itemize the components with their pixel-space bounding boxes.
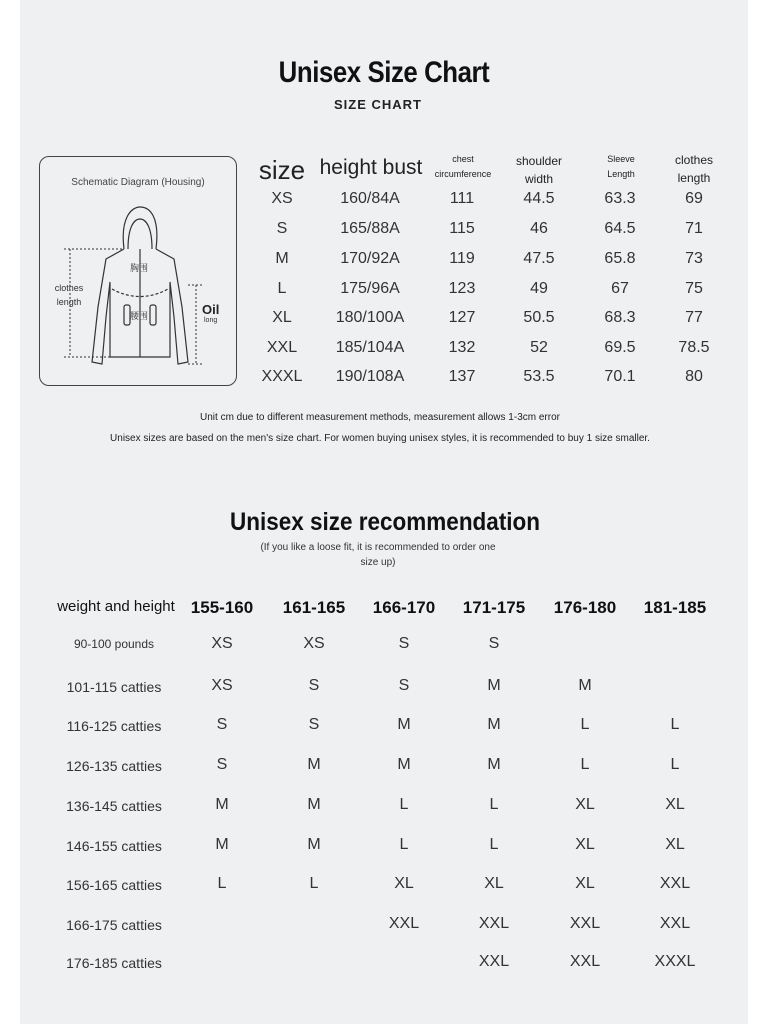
clothes-length-label: clothes length [54, 283, 84, 307]
recommended-size-cell: L [309, 875, 319, 892]
size-cell-height_bust: 190/108A [335, 368, 405, 385]
recommended-size-cell: M [307, 796, 321, 813]
size-cell-length: 77 [685, 309, 703, 326]
recommended-size-cell: XXL [569, 915, 601, 932]
recommended-size-cell: S [488, 635, 500, 652]
recommended-size-cell: L [670, 756, 680, 773]
size-cell-length: 78.5 [678, 339, 710, 356]
recommended-size-cell: XXL [569, 953, 601, 970]
recommended-size-cell: S [308, 677, 320, 694]
size-cell-height_bust: 170/92A [340, 250, 400, 267]
height-header: 176-180 [553, 598, 617, 617]
size-cell-size: XL [272, 309, 292, 326]
recommended-size-cell: M [578, 677, 592, 694]
recommended-size-cell: XL [575, 836, 595, 853]
corner-header: weight and height [57, 598, 175, 615]
waist-label: 腰围 [130, 311, 149, 321]
recommended-size-cell: XXL [478, 915, 510, 932]
long-label: long [204, 317, 218, 324]
height-header: 171-175 [462, 598, 526, 617]
recommended-size-cell: M [397, 756, 411, 773]
size-cell-shoulder: 53.5 [523, 368, 555, 385]
recommended-size-cell: M [487, 677, 501, 694]
size-cell-shoulder: 46 [530, 220, 548, 237]
recommended-size-cell: XXL [388, 915, 420, 932]
recommended-size-cell: L [489, 796, 499, 813]
size-cell-height_bust: 165/88A [340, 220, 400, 237]
page-title: Unisex Size Chart [278, 56, 490, 89]
size-cell-sleeve: 64.5 [604, 220, 636, 237]
size-cell-shoulder: 52 [530, 339, 548, 356]
recommended-size-cell: M [487, 756, 501, 773]
weight-label: 176-185 catties [66, 955, 162, 971]
header-chest: chest circumference [434, 154, 492, 179]
size-cell-length: 69 [685, 190, 703, 207]
weight-label: 166-175 catties [66, 917, 162, 933]
recommended-size-cell: L [670, 716, 680, 733]
size-cell-sleeve: 63.3 [604, 190, 636, 207]
oil-label: Oil [202, 302, 220, 317]
recommended-size-cell: L [580, 756, 590, 773]
weight-label: 126-135 catties [66, 758, 162, 774]
unit-note: Unit cm due to different measurement methods, measurement allows 1-3cm error [200, 412, 560, 423]
size-cell-size: XS [271, 190, 293, 207]
header-length: clothes length [674, 153, 714, 185]
size-cell-chest: 123 [448, 280, 476, 297]
recommended-size-cell: L [399, 836, 409, 853]
recommended-size-cell: XXL [478, 953, 510, 970]
weight-label: 101-115 catties [66, 679, 162, 695]
unisex-note: Unisex sizes are based on the men's size chart. For women buying unisex styles, it is recommended to buy 1 size smaller. [110, 433, 650, 444]
size-cell-length: 75 [685, 280, 703, 297]
weight-label: 116-125 catties [66, 718, 162, 734]
size-cell-chest: 137 [448, 368, 476, 385]
header-size: size [258, 155, 306, 185]
recommended-size-cell: M [397, 716, 411, 733]
height-header: 155-160 [190, 598, 254, 617]
size-cell-chest: 115 [449, 220, 475, 237]
page-subtitle: SIZE CHART [334, 97, 422, 112]
size-cell-shoulder: 44.5 [523, 190, 555, 207]
recommended-size-cell: S [216, 716, 228, 733]
recommendation-title: Unisex size recommendation [229, 508, 541, 536]
recommended-size-cell: XS [211, 635, 233, 652]
size-cell-length: 80 [685, 368, 703, 385]
size-chart-table [0, 0, 768, 400]
recommended-size-cell: M [487, 716, 501, 733]
size-cell-size: S [276, 220, 288, 237]
recommended-size-cell: M [307, 756, 321, 773]
weight-label: 146-155 catties [66, 838, 162, 854]
size-cell-height_bust: 185/104A [335, 339, 405, 356]
size-cell-shoulder: 47.5 [523, 250, 555, 267]
height-header: 161-165 [282, 598, 346, 617]
diagram-caption: Schematic Diagram (Housing) [71, 177, 205, 188]
recommended-size-cell: M [307, 836, 321, 853]
size-cell-size: L [277, 280, 287, 297]
size-cell-height_bust: 180/100A [335, 309, 405, 326]
size-cell-length: 73 [685, 250, 703, 267]
recommended-size-cell: L [217, 875, 227, 892]
recommended-size-cell: M [215, 796, 229, 813]
recommended-size-cell: L [489, 836, 499, 853]
recommended-size-cell: M [215, 836, 229, 853]
size-cell-sleeve: 70.1 [604, 368, 636, 385]
recommended-size-cell: S [398, 635, 410, 652]
recommendation-subtitle: (If you like a loose fit, it is recommended to order one size up) [260, 542, 496, 568]
recommended-size-cell: S [308, 716, 320, 733]
size-cell-size: XXXL [261, 368, 303, 385]
size-cell-shoulder: 50.5 [523, 309, 555, 326]
size-cell-sleeve: 67 [611, 280, 629, 297]
recommended-size-cell: XL [484, 875, 504, 892]
size-cell-chest: 119 [449, 250, 475, 267]
size-cell-size: XXL [266, 339, 298, 356]
header-shoulder: shoulder width [515, 154, 563, 186]
size-cell-chest: 111 [449, 190, 475, 207]
size-cell-height_bust: 175/96A [340, 280, 400, 297]
recommended-size-cell: L [580, 716, 590, 733]
recommended-size-cell: XL [575, 796, 595, 813]
height-header: 166-170 [372, 598, 436, 617]
weight-label: 156-165 catties [66, 877, 162, 893]
recommended-size-cell: XXL [659, 875, 691, 892]
recommended-size-cell: XL [665, 796, 685, 813]
size-cell-length: 71 [685, 220, 703, 237]
recommended-size-cell: S [216, 756, 228, 773]
size-cell-size: M [275, 250, 289, 267]
recommended-size-cell: XS [211, 677, 233, 694]
height-header: 181-185 [643, 598, 707, 617]
weight-label: 136-145 catties [66, 798, 162, 814]
size-cell-height_bust: 160/84A [340, 190, 400, 207]
recommended-size-cell: XL [665, 836, 685, 853]
chest-label: 胸围 [130, 263, 149, 273]
recommended-size-cell: L [399, 796, 409, 813]
size-cell-chest: 127 [448, 309, 476, 326]
size-cell-sleeve: 69.5 [604, 339, 636, 356]
size-cell-sleeve: 68.3 [604, 309, 636, 326]
recommended-size-cell: XL [575, 875, 595, 892]
size-cell-shoulder: 49 [530, 280, 548, 297]
recommended-size-cell: XXXL [654, 953, 696, 970]
recommended-size-cell: XXL [659, 915, 691, 932]
size-cell-chest: 132 [448, 339, 476, 356]
recommended-size-cell: XS [303, 635, 325, 652]
header-height-bust: height bust [319, 156, 423, 179]
size-cell-sleeve: 65.8 [604, 250, 636, 267]
weight-label: 90-100 pounds [73, 637, 155, 651]
recommended-size-cell: XL [394, 875, 414, 892]
recommended-size-cell: S [398, 677, 410, 694]
header-sleeve: Sleeve Length [607, 154, 635, 179]
